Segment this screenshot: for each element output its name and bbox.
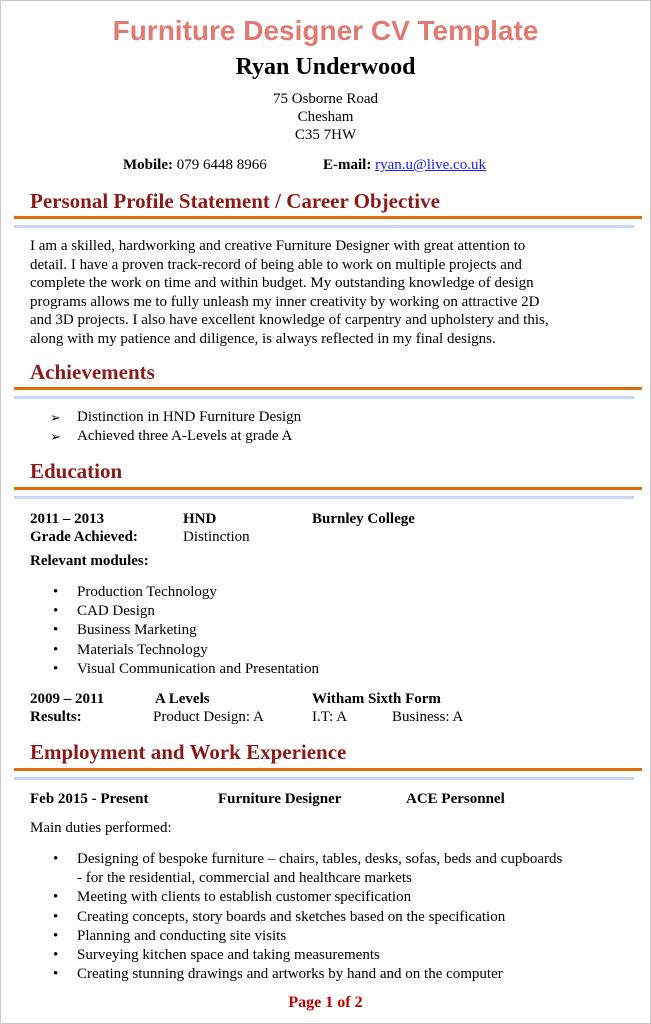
grade-value: Distinction	[183, 529, 250, 545]
address-line-1: 75 Osborne Road	[273, 91, 378, 107]
section-rule-orange	[14, 387, 642, 390]
duty-line-continued: - for the residential, commercial and healthcare markets	[77, 870, 412, 887]
alevels-qualification: A Levels	[155, 691, 210, 707]
duty-item: • Creating stunning drawings and artworks by hand and on the computer	[30, 965, 562, 984]
section-rule-blue	[14, 225, 634, 228]
achievement-item: ➢ Distinction in HND Furniture Design	[30, 408, 301, 427]
module-item: • Materials Technology	[30, 641, 319, 660]
profile-line: and 3D projects. I also have excellent knowledge of carpentry and upholstery and this,	[30, 312, 549, 328]
duties-list	[30, 850, 562, 984]
email-link[interactable]: ryan.u@live.co.uk	[375, 157, 486, 173]
modules-label: Relevant modules:	[30, 553, 149, 569]
address-line-3: C35 7HW	[294, 127, 357, 143]
address-line-2: Chesham	[297, 109, 354, 125]
section-heading-profile: Personal Profile Statement / Career Objective	[30, 189, 440, 213]
email-label: E-mail:	[323, 157, 372, 173]
job-company: ACE Personnel	[406, 791, 505, 807]
duty-item: • Planning and conducting site visits	[30, 927, 562, 946]
alevels-institution: Witham Sixth Form	[312, 691, 441, 707]
profile-line: I am a skilled, hardworking and creative Furniture Designer with great attention to	[30, 238, 526, 254]
module-item: • Visual Communication and Presentation	[30, 660, 319, 679]
section-rule-blue	[14, 396, 634, 399]
mobile-label: Mobile:	[123, 157, 173, 173]
achievement-item: ➢ Achieved three A-Levels at grade A	[30, 427, 301, 446]
result-business: Business: A	[392, 709, 464, 725]
module-item: • CAD Design	[30, 602, 319, 621]
section-rule-blue	[14, 777, 634, 780]
hnd-years: 2011 – 2013	[30, 511, 105, 527]
section-heading-achievements: Achievements	[30, 360, 155, 384]
section-heading-education: Education	[30, 459, 123, 483]
job-title: Furniture Designer	[218, 791, 342, 807]
module-item: • Production Technology	[30, 583, 319, 602]
banner-title: Furniture Designer CV Template	[112, 15, 539, 46]
duty-item: • Surveying kitchen space and taking measurements	[30, 946, 562, 965]
duty-item: • Meeting with clients to establish customer specification	[30, 888, 562, 907]
profile-line: detail. I have a proven track-record of being able to work on multiple projects and	[30, 256, 522, 273]
profile-line: complete the work on time and within budget. My outstanding knowledge of design	[30, 275, 534, 291]
duty-item: • Creating concepts, story boards and sketches based on the specification	[30, 908, 562, 927]
results-label: Results:	[30, 709, 82, 725]
achievements-list	[30, 408, 301, 446]
duty-line: • Designing of bespoke furniture – chairs, tables, desks, sofas, beds and cupboards	[77, 851, 563, 867]
hnd-institution: Burnley College	[312, 511, 415, 527]
section-rule-orange	[14, 216, 642, 219]
result-it: I.T: A	[312, 709, 348, 725]
alevels-years: 2009 – 2011	[30, 691, 105, 707]
page-number-footer: Page 1 of 2	[288, 994, 363, 1011]
candidate-name: Ryan Underwood	[235, 54, 416, 80]
mobile-value: 079 6448 8966	[176, 157, 267, 173]
contact-mobile	[123, 156, 267, 175]
section-heading-employment: Employment and Work Experience	[30, 740, 347, 764]
hnd-qualification: HND	[183, 511, 217, 527]
job-period: Feb 2015 - Present	[30, 791, 149, 807]
section-rule-orange	[14, 487, 642, 490]
result-product-design: Product Design: A	[153, 709, 264, 725]
profile-paragraph	[30, 237, 590, 348]
profile-line: along with my patience and diligence, is always reflected in my final designs.	[30, 330, 496, 347]
section-rule-orange	[14, 768, 642, 771]
duty-item	[30, 850, 562, 888]
profile-line: programs allows me to fully unleash my inner creativity by working on attractive 2D	[30, 293, 540, 310]
module-item: • Business Marketing	[30, 621, 319, 640]
modules-list	[30, 583, 319, 679]
grade-label: Grade Achieved:	[30, 529, 138, 545]
duties-label: Main duties performed:	[30, 820, 172, 836]
contact-email	[323, 156, 486, 175]
section-rule-blue	[14, 496, 634, 499]
